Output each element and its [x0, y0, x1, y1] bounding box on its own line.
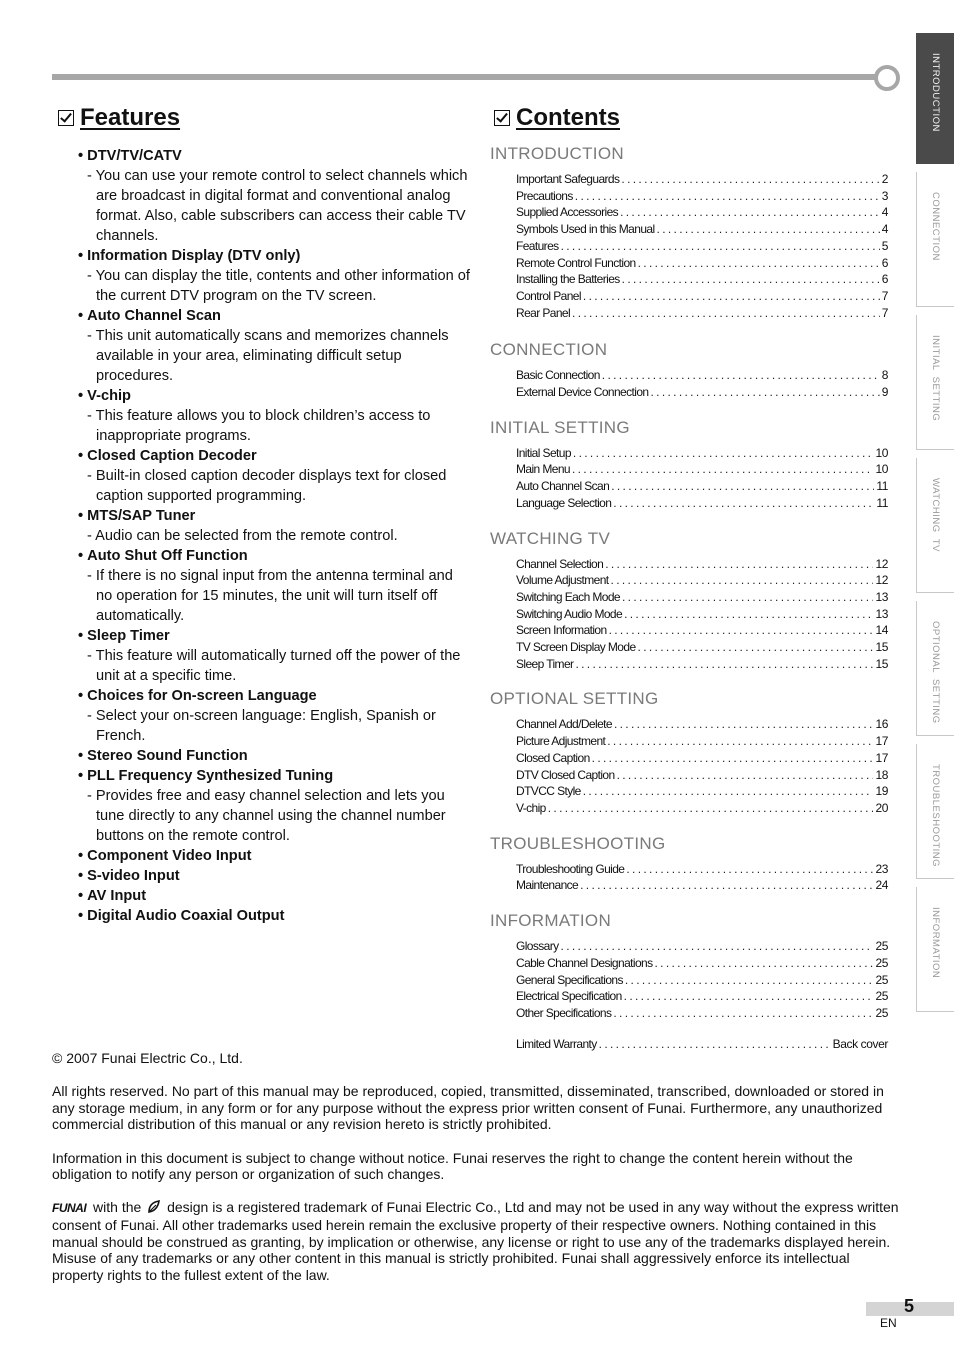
toc-entry-page: 25: [875, 939, 888, 954]
toc-entry-page: 4: [881, 222, 888, 237]
toc-entry-title: Cable Channel Designations: [516, 955, 653, 970]
contents-heading-text: Contents: [516, 104, 620, 131]
toc-leader-dots: [592, 750, 874, 767]
toc-entry[interactable]: [516, 204, 888, 221]
toc-section-title: INTRODUCTION: [490, 144, 624, 163]
page-number: 5: [904, 1296, 915, 1316]
toc-entry-page: 12: [875, 556, 888, 571]
toc-entry[interactable]: [516, 1005, 888, 1022]
toc-entry-page: 17: [875, 750, 888, 765]
tab-label: INITIAL SETTING: [930, 335, 941, 422]
toc-leader-dots: [614, 716, 873, 733]
toc-entries: [516, 367, 888, 400]
toc-entry-title: Auto Channel Scan: [516, 479, 610, 494]
toc-entry-title: V-chip: [516, 800, 546, 815]
toc-leader-dots: [575, 656, 873, 673]
toc-entry-page: 25: [875, 989, 888, 1004]
toc-entry-page: 19: [875, 784, 888, 799]
feature-title: • S-video Input: [78, 866, 470, 886]
toc-entry[interactable]: [516, 288, 888, 305]
toc-entry-title: Switching Each Mode: [516, 589, 620, 604]
toc-entry-title: Basic Connection: [516, 368, 600, 383]
toc-entry[interactable]: [516, 656, 888, 673]
toc-entry-title: Features: [516, 238, 559, 253]
checkbox-icon: [58, 110, 74, 126]
toc-entry-page: 15: [875, 656, 888, 671]
toc-entry-title: Troubleshooting Guide: [516, 861, 625, 876]
toc-leader-dots: [622, 589, 873, 606]
toc-section: [490, 910, 900, 1022]
toc-entries: [516, 556, 888, 673]
toc-section-title: CONNECTION: [490, 340, 608, 360]
toc-entry-page: 13: [875, 606, 888, 621]
toc-leader-dots: [638, 255, 880, 272]
toc-entry-title: Channel Add/Delete: [516, 717, 612, 732]
toc-entry[interactable]: [516, 955, 888, 972]
toc-entry-title: Channel Selection: [516, 556, 604, 571]
feature-description: - This feature allows you to block children’s access to inappropriate programs.: [78, 406, 470, 446]
toc-entries: [516, 861, 888, 894]
toc-entry-page: Back cover: [832, 1036, 888, 1051]
toc-entry[interactable]: [516, 972, 888, 989]
toc-entry[interactable]: [516, 861, 888, 878]
feature-description: - If there is no signal input from the antenna terminal and no operation for 15 minutes, the unit will turn itself off automatically.: [78, 566, 470, 626]
toc-entries: [516, 445, 888, 512]
toc-entry-title: Important Safeguards: [516, 172, 620, 186]
toc-leader-dots: [561, 238, 880, 255]
header-rule: [52, 74, 880, 80]
rights-notice: All rights reserved. No part of this manual may be reproduced, copied, transmitted, disseminated, transcribed, downloaded or stored in any storage medium, in any form or for any purpose without the express prior written consent of Funai. Furthermore, any unauthorized commercial distribution of this manual or any revision hereto is strictly prohibited.: [52, 1083, 884, 1133]
features-heading-text: Features: [80, 104, 181, 131]
toc-leader-dots: [561, 938, 874, 955]
toc-entry-page: 10: [875, 462, 888, 477]
toc-entry[interactable]: [516, 606, 888, 623]
toc-entry[interactable]: [516, 783, 888, 800]
tab-connection[interactable]: [916, 172, 954, 307]
toc-entry[interactable]: [516, 750, 888, 767]
toc-section-title: INITIAL SETTING: [490, 417, 630, 437]
toc-entry-page: 7: [881, 288, 888, 303]
toc-entry-title: Volume Adjustment: [516, 573, 609, 588]
feature-description: - This unit automatically scans and memorizes channels available in your area, eliminating difficult setup procedures.: [78, 326, 470, 386]
toc-entry[interactable]: [516, 733, 888, 750]
toc-entry-page: 15: [875, 640, 888, 655]
toc-entry-page: 7: [881, 305, 888, 320]
toc-leader-dots: [621, 171, 879, 188]
toc-leader-dots: [572, 461, 873, 478]
toc-leader-dots: [622, 271, 880, 288]
toc-leader-dots: [583, 288, 880, 305]
feature-title: • Auto Shut Off Function: [78, 546, 470, 566]
toc-entry[interactable]: [516, 238, 888, 255]
feature-title: • Component Video Input: [78, 846, 470, 866]
features-heading: [58, 104, 180, 132]
toc-entry-page: 12: [875, 573, 888, 588]
toc-leader-dots: [611, 478, 874, 495]
toc-entry[interactable]: [516, 478, 888, 495]
tab-troubleshooting[interactable]: [916, 744, 954, 879]
toc-entry-title: Sleep Timer: [516, 656, 574, 671]
toc-entry-title: Precautions: [516, 188, 573, 203]
toc-entry-title: Picture Adjustment: [516, 734, 606, 749]
toc-entry[interactable]: [516, 188, 888, 205]
funai-logo: FUNAI: [52, 1201, 87, 1216]
toc-entry-title: Limited Warranty: [516, 1036, 597, 1051]
toc-entry-title: Main Menu: [516, 462, 570, 477]
toc-leader-dots: [657, 221, 880, 238]
toc-entry-title: External Device Connection: [516, 385, 649, 400]
toc-entry-page: 18: [875, 767, 888, 782]
toc-entry[interactable]: [516, 556, 888, 573]
toc-entry-title: Symbols Used in this Manual: [516, 222, 655, 237]
leaf-design-icon: [147, 1200, 161, 1214]
feature-title: • Closed Caption Decoder: [78, 446, 470, 466]
feature-description: - This feature will automatically turned off the power of the unit at a specific time.: [78, 646, 470, 686]
toc-entry-page: 23: [875, 861, 888, 876]
tab-initial-setting[interactable]: [916, 315, 954, 450]
feature-description: - Provides free and easy channel selection and lets you tune directly to any channel using the channel number buttons on the remote control.: [78, 786, 470, 846]
toc-entry[interactable]: [516, 445, 888, 462]
toc-leader-dots: [655, 955, 874, 972]
toc-entry-title: Language Selection: [516, 495, 612, 510]
toc-entry-page: 14: [875, 623, 888, 638]
tab-watching-tv[interactable]: [916, 458, 954, 593]
toc-entry-page: 11: [876, 495, 888, 510]
toc-entry-page: 6: [881, 255, 888, 270]
toc-leader-dots: [580, 877, 873, 894]
toc-entries: [516, 171, 888, 321]
toc-entry[interactable]: [516, 639, 888, 656]
toc-section-title: OPTIONAL SETTING: [490, 689, 659, 709]
toc-entry[interactable]: [516, 589, 888, 606]
toc-leader-dots: [650, 384, 879, 401]
toc-entry-title: DTV Closed Caption: [516, 767, 615, 782]
toc-entry[interactable]: [516, 255, 888, 272]
toc-leader-dots: [609, 622, 874, 639]
tab-information[interactable]: [916, 887, 954, 1012]
tab-label: WATCHING TV: [930, 478, 941, 552]
toc-entry-title: Installing the Batteries: [516, 272, 620, 287]
toc-leader-dots: [548, 800, 874, 817]
toc-leader-dots: [602, 367, 880, 384]
toc-entries: [516, 716, 888, 816]
toc-leader-dots: [575, 188, 880, 205]
toc-entry[interactable]: [516, 716, 888, 733]
feature-description: - You can use your remote control to select channels which are broadcast in digital format and conventional analog format. Also, cable subscribers can access their cable TV channels.: [78, 166, 470, 246]
tab-introduction[interactable]: [916, 33, 954, 164]
toc-entry[interactable]: [516, 495, 888, 512]
header-rule-circle: [874, 65, 900, 91]
feature-title: • MTS/SAP Tuner: [78, 506, 470, 526]
toc-entry-page: 8: [881, 368, 888, 383]
toc-entry-title: Electrical Specification: [516, 989, 622, 1004]
tab-label: TROUBLESHOOTING: [930, 764, 941, 868]
toc-section: [490, 528, 900, 673]
toc-section-title: TROUBLESHOOTING: [490, 833, 666, 853]
toc-entry-page: 6: [881, 272, 888, 287]
toc-entries: [516, 938, 888, 1022]
feature-title: • Sleep Timer: [78, 626, 470, 646]
toc-entry[interactable]: [516, 171, 888, 188]
toc-section-title: INFORMATION: [490, 911, 612, 931]
toc-leader-dots: [611, 572, 874, 589]
toc-entry-title: Screen Information: [516, 623, 607, 638]
toc-entry[interactable]: [516, 988, 888, 1005]
toc-leader-dots: [583, 783, 874, 800]
toc-entry-page: 24: [875, 878, 888, 893]
toc-entry-title: Maintenance: [516, 878, 579, 893]
toc-leader-dots: [613, 495, 874, 512]
tab-label: INTRODUCTION: [930, 53, 941, 132]
change-notice: Information in this document is subject to change without notice. Funai reserves the right to change the content herein without the obligation to notify any person or organization of such changes.: [52, 1149, 853, 1183]
tab-label: INFORMATION: [930, 907, 941, 979]
toc-entry-title: TV Screen Display Mode: [516, 640, 636, 655]
feature-title: • Auto Channel Scan: [78, 306, 470, 326]
feature-title: • AV Input: [78, 886, 470, 906]
feature-description: - Built-in closed caption decoder displays text for closed caption supported programming.: [78, 466, 470, 506]
toc-section-title: WATCHING TV: [490, 528, 611, 548]
toc-leader-dots: [613, 1005, 873, 1022]
feature-description: - Audio can be selected from the remote control.: [78, 526, 470, 546]
toc-entry-page: 2: [881, 172, 888, 186]
toc-entry-page: 4: [881, 205, 888, 220]
tab-optional-setting[interactable]: [916, 601, 954, 736]
toc-entry-page: 11: [876, 479, 888, 494]
toc-leader-dots: [624, 606, 873, 623]
toc-entry-title: Initial Setup: [516, 445, 571, 460]
toc-entry-page: 25: [875, 955, 888, 970]
feature-title: • Digital Audio Coaxial Output: [78, 906, 470, 926]
tab-label: OPTIONAL SETTING: [930, 621, 941, 724]
checkbox-icon: [494, 110, 510, 126]
toc-section: [490, 688, 900, 816]
toc-entry-title: Switching Audio Mode: [516, 606, 623, 621]
contents-heading: [494, 104, 620, 132]
toc-entry-page: 9: [881, 385, 888, 400]
trademark-notice: [52, 1199, 902, 1283]
toc-entry[interactable]: [516, 461, 888, 478]
trademark-text-b: design is a registered trademark of Funai Electric Co., Ltd and may not be used in any way without the express written consent of Funai. All other trademarks used herein remain the exclusive property of their respective owners. Nothing contained in this manual should be construed as granting, by implication or otherwise, any license or right to use any of the trademarks displayed herein. Misuse of any trademarks or any other content in this manual is strictly prohibited. Funai shall aggressively enforce its intellectual property rights to the fullest extent of the law.: [52, 1199, 899, 1283]
toc-entry-title: General Specifications: [516, 972, 623, 987]
toc-entry[interactable]: [516, 572, 888, 589]
feature-title: • Information Display (DTV only): [78, 246, 470, 266]
toc-entry-page: 10: [875, 445, 888, 460]
language-code: EN: [880, 1316, 897, 1330]
toc-entry[interactable]: [516, 800, 888, 817]
feature-description: - Select your on-screen language: English, Spanish or French.: [78, 706, 470, 746]
feature-title: • DTV/TV/CATV: [78, 146, 470, 166]
toc-entry-page: 5: [881, 238, 888, 253]
toc-entry-title: Rear Panel: [516, 305, 571, 320]
features-list: [78, 146, 470, 926]
toc-leader-dots: [617, 767, 874, 784]
toc-section: [490, 143, 900, 321]
toc-entry[interactable]: [516, 938, 888, 955]
toc-leader-dots: [625, 972, 874, 989]
toc-section: [490, 417, 900, 512]
feature-description: - You can display the title, contents and other information of the current DTV program on the TV screen.: [78, 266, 470, 306]
toc-entry[interactable]: [516, 384, 888, 401]
table-of-contents: [490, 143, 900, 1052]
toc-entry-page: 13: [875, 589, 888, 604]
toc-entry-page: 16: [875, 717, 888, 732]
feature-title: • Stereo Sound Function: [78, 746, 470, 766]
toc-entry-title: Other Specifications: [516, 1005, 612, 1020]
toc-entry-title: Control Panel: [516, 288, 581, 303]
toc-leader-dots: [624, 988, 874, 1005]
feature-title: • Choices for On-screen Language: [78, 686, 470, 706]
toc-entry[interactable]: [516, 367, 888, 384]
toc-entry-title: Glossary: [516, 939, 559, 954]
toc-entry-title: Remote Control Function: [516, 255, 636, 270]
legal-footer: [52, 1050, 902, 1300]
toc-entry-page: 20: [875, 800, 888, 815]
toc-entry[interactable]: [516, 877, 888, 894]
toc-entry-page: 3: [881, 188, 888, 203]
trademark-text-a: with the: [89, 1199, 146, 1216]
toc-leader-dots: [607, 733, 873, 750]
toc-entry-page: 17: [875, 734, 888, 749]
toc-entry-page: 25: [875, 1005, 888, 1020]
toc-leader-dots: [573, 445, 874, 462]
toc-entry[interactable]: [516, 221, 888, 238]
toc-section: [490, 339, 900, 400]
tab-label: CONNECTION: [930, 192, 941, 261]
toc-leader-dots: [605, 556, 873, 573]
toc-entry[interactable]: [516, 767, 888, 784]
toc-entry-title: Closed Caption: [516, 750, 590, 765]
toc-entry[interactable]: [516, 305, 888, 322]
toc-leader-dots: [572, 305, 880, 322]
toc-section: [490, 833, 900, 894]
toc-entry[interactable]: [516, 271, 888, 288]
toc-entry[interactable]: [516, 622, 888, 639]
feature-title: • PLL Frequency Synthesized Tuning: [78, 766, 470, 786]
toc-leader-dots: [626, 861, 873, 878]
toc-entry-title: Supplied Accessories: [516, 205, 619, 220]
feature-title: • V-chip: [78, 386, 470, 406]
toc-leader-dots: [638, 639, 874, 656]
toc-entry-title: DTVCC Style: [516, 784, 581, 799]
toc-leader-dots: [620, 204, 880, 221]
copyright: © 2007 Funai Electric Co., Ltd.: [52, 1050, 243, 1066]
toc-entry-page: 25: [875, 972, 888, 987]
